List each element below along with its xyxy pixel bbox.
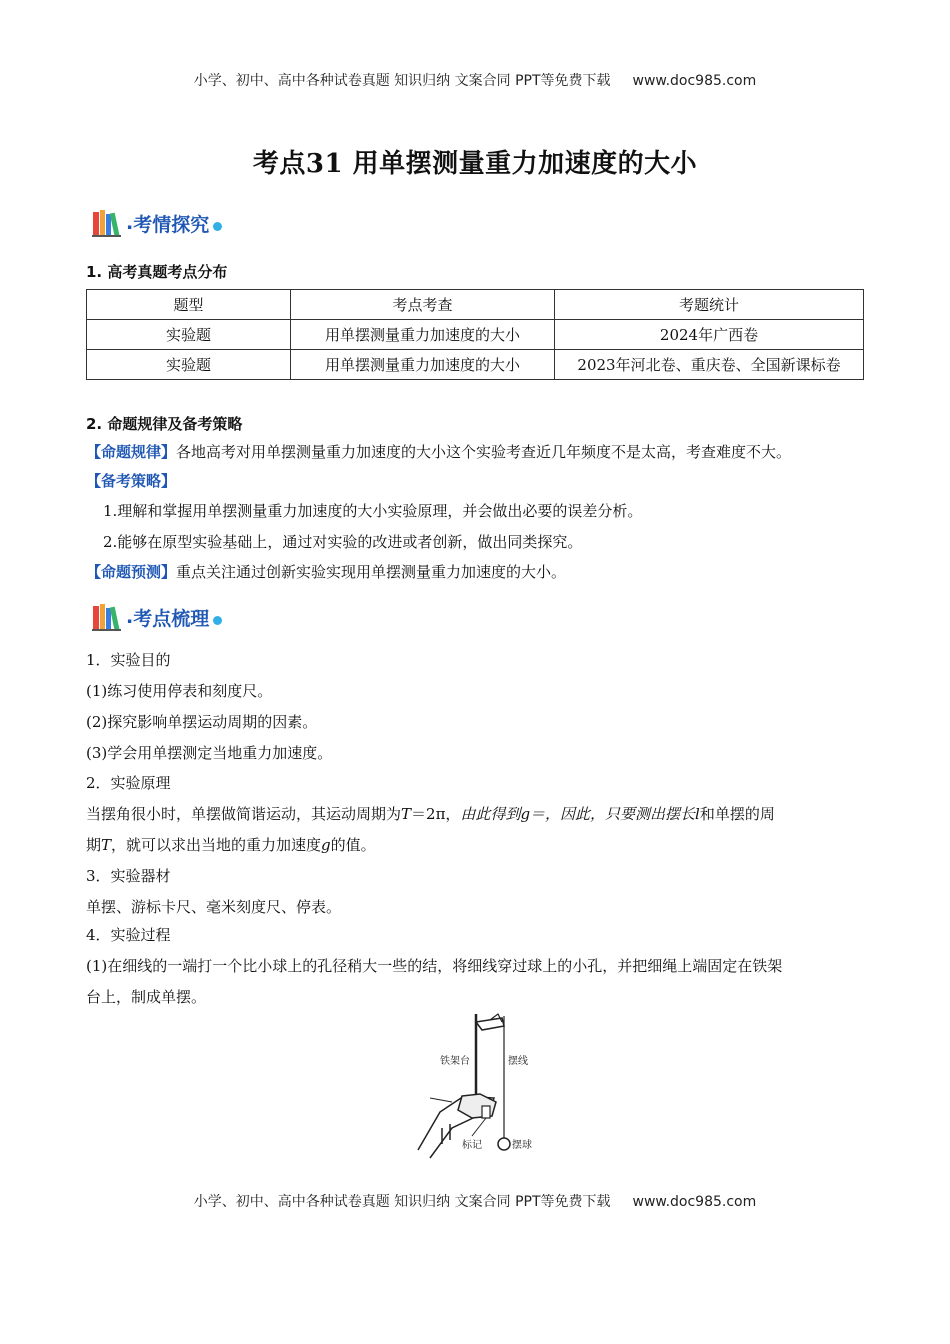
section-badge-key-points: . 考点梳理	[92, 600, 222, 634]
heading-exam-distribution: 1. 高考真题考点分布	[86, 263, 228, 281]
badge-label: 考点梳理	[133, 607, 210, 630]
symbol-T: T	[401, 805, 412, 823]
table-cell: 实验题	[87, 320, 291, 350]
badge-label: 考情探究	[133, 213, 210, 236]
pendulum-ball	[498, 1138, 510, 1150]
principle-text: ，就可以求出当地的重力加速度	[111, 836, 322, 854]
principle-text-italic: 由此得到g＝，因此，只要测出摆长l	[460, 805, 700, 823]
table-header-row	[87, 290, 864, 320]
page-footer	[0, 1191, 950, 1211]
symbol-g: g	[321, 836, 331, 854]
books-icon	[92, 602, 122, 632]
principle-text: 和单摆的周	[699, 805, 775, 823]
label-mark: 标记	[462, 1140, 482, 1151]
symbol-T: T	[101, 836, 112, 854]
footer-site: www.doc985.com	[632, 1194, 757, 1210]
purpose-item-2: (2)探究影响单摆运动周期的因素。	[86, 713, 318, 731]
principle-text: 期	[86, 836, 102, 854]
predict-paragraph	[86, 557, 868, 587]
table-header-cell: 考点考查	[291, 290, 555, 320]
page-title: 考点31 用单摆测量重力加速度的大小	[252, 149, 698, 179]
strategy-paragraph	[86, 466, 868, 496]
heading-rules-strategy: 2. 命题规律及备考策略	[86, 415, 243, 433]
table-cell: 用单摆测量重力加速度的大小	[291, 320, 555, 350]
rule-text: 各地高考对用单摆测量重力加速度的大小这个实验考查近几年频度不是太高，考查难度不大。	[176, 443, 792, 461]
page-header	[0, 70, 950, 90]
mark-arrow	[472, 1118, 486, 1136]
equipment-title: 3．实验器材	[86, 867, 171, 885]
predict-tag: 【命题预测】	[86, 563, 177, 581]
table-header-cell: 考题统计	[555, 290, 864, 320]
purpose-item-3: (3)学会用单摆测定当地重力加速度。	[86, 744, 333, 762]
predict-text: 重点关注通过创新实验实现用单摆测量重力加速度的大小。	[176, 563, 567, 581]
footer-tagline: 小学、初中、高中各种试卷真题 知识归纳 文案合同 PPT等免费下载	[193, 1194, 611, 1210]
table-cell: 实验题	[87, 350, 291, 380]
exam-table	[86, 289, 864, 380]
rule-tag: 【命题规律】	[86, 443, 177, 461]
header-tagline: 小学、初中、高中各种试卷真题 知识归纳 文案合同 PPT等免费下载	[193, 73, 611, 89]
strategy-tag: 【备考策略】	[86, 472, 177, 490]
table-cell: 用单摆测量重力加速度的大小	[291, 350, 555, 380]
table-row	[87, 350, 864, 380]
section-badge-exam-analysis: . 考情探究	[92, 206, 222, 240]
header-site: www.doc985.com	[632, 73, 757, 89]
dot-icon	[213, 616, 222, 625]
principle-text: ＝2π，	[411, 805, 461, 823]
rule-paragraph	[86, 437, 868, 467]
purpose-title: 1．实验目的	[86, 651, 171, 669]
principle-text: 当摆角很小时，单摆做简谐运动，其运动周期为	[86, 805, 402, 823]
books-icon	[92, 208, 122, 238]
principle-line-1	[86, 799, 868, 829]
procedure-line-2: 台上，制成单摆。	[86, 988, 207, 1006]
principle-line-2	[86, 830, 868, 860]
table-cell: 2024年广西卷	[555, 320, 864, 350]
label-line: 摆线	[508, 1056, 528, 1067]
dot-icon	[213, 222, 222, 231]
procedure-title: 4．实验过程	[86, 926, 171, 944]
purpose-item-1: (1)练习使用停表和刻度尺。	[86, 682, 273, 700]
strategy-item-1: 1.理解和掌握用单摆测量重力加速度的大小实验原理，并会做出必要的误差分析。	[103, 502, 643, 520]
procedure-line-1: (1)在细线的一端打一个比小球上的孔径稍大一些的结，将细线穿过球上的小孔，并把细绳上端固定在铁架	[86, 957, 783, 975]
table-cell: 2023年河北卷、重庆卷、全国新课标卷	[555, 350, 864, 380]
principle-title: 2．实验原理	[86, 774, 171, 792]
strategy-item-2: 2.能够在原型实验基础上，通过对实验的改进或者创新，做出同类探究。	[103, 533, 583, 551]
label-stand: 铁架台	[440, 1056, 470, 1067]
principle-text: 的值。	[330, 836, 376, 854]
table-row	[87, 320, 864, 350]
table-header-cell: 题型	[87, 290, 291, 320]
pendulum-figure	[412, 1010, 542, 1160]
label-ball: 摆球	[512, 1140, 532, 1151]
equipment-text: 单摆、游标卡尺、毫米刻度尺、停表。	[86, 898, 342, 916]
